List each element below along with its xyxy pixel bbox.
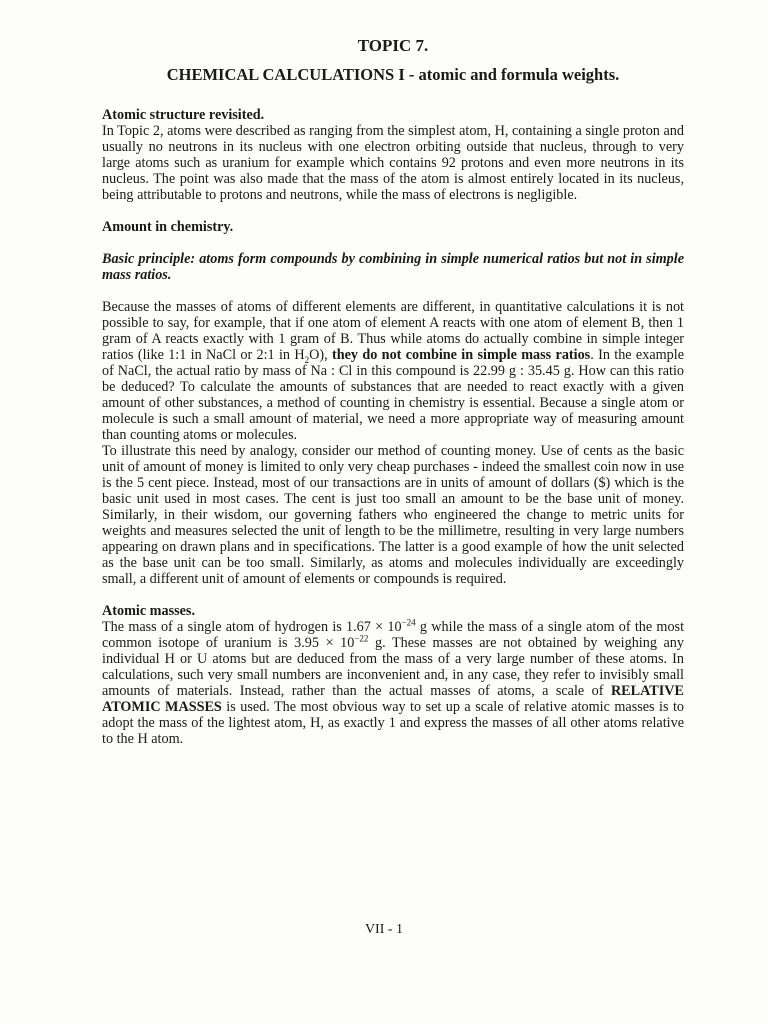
page-title: CHEMICAL CALCULATIONS I - atomic and formula weights.: [166, 65, 620, 84]
superscript: −24: [401, 617, 416, 628]
text-run: . In the example of NaCl, the actual ratio by mass of Na : Cl in this compound is 22.99 g : 35.45 g. How can this ratio be deduced? To calculate the amounts of substances that are needed to react exactly with a given amount of other substances, a method of counting in chemistry is essential. Because a single atom or molecule is such a small amount of material, we need a more appropriate way of measuring amount than counting atoms or molecules.: [102, 347, 684, 443]
subscript: 2: [304, 354, 310, 365]
superscript: −22: [354, 633, 369, 644]
paragraph-atomic-structure: In Topic 2, atoms were described as ranging from the simplest atom, H, containing a single proton and usually no neutrons in its nucleus with one electron orbiting outside that nucleus, through to very large atoms such as uranium for example which contains 92 protons and even more neutrons in its nucleus. The point was also made that the mass of the atom is almost entirely located in its nucleus, being attributable to protons and neutrons, while the mass of electrons is negligible.: [102, 123, 684, 203]
topic-number: TOPIC 7.: [357, 36, 429, 55]
basic-principle: Basic principle: atoms form compounds by combining in simple numerical ratios but not in simple mass ratios.: [102, 251, 684, 283]
bold-phrase: they do not combine in simple mass ratios: [332, 347, 591, 363]
text-run: The mass of a single atom of hydrogen is 1.67 × 10: [102, 619, 402, 635]
page-number: VII - 1: [364, 922, 404, 937]
text-run: g. These masses are not obtained by weighing any individual H or U atoms but are deduced from the mass of a very large number of these atoms. In calculations, such very small numbers are inconvenient and, in any case, they refer to invisibly small amounts of materials. Instead, rather than the actual masses of atoms, a scale of: [102, 635, 684, 699]
text-run: Because the masses of atoms of different elements are different, in quantitative calculations it is not possible to say, for example, that if one atom of element A reacts with one atom of element B, then 1 gram of A reacts exactly with 1 gram of B. Thus while atoms do actually combine in simple integer ratios (like 1:1 in NaCl or 2:1 in H: [102, 299, 684, 363]
text-run: is used. The most obvious way to set up a scale of relative atomic masses is to adopt the mass of the lightest atom, H, as exactly 1 and express the masses of all other atoms relative to the H atom.: [102, 699, 684, 747]
paragraph-money-analogy: To illustrate this need by analogy, consider our method of counting money. Use of cents as the basic unit of amount of money is limited to only very cheap purchases - indeed the smallest coin now in use is the 5 cent piece. Instead, most of our transactions are in units of amount of dollars ($) which is the basic unit used in most cases. The cent is just too small an amount to be the base unit of money. Similarly, in their wisdom, our governing fathers who engineered the change to metric units for weights and measures selected the unit of length to be the millimetre, resulting in very large numbers appearing on drawn plans and in specifications. The latter is a good example of how the unit selected as the base unit can be too small. Similarly, as atoms and molecules individually are exceedingly small, a different unit of amount of elements or compounds is required.: [102, 443, 684, 587]
bold-term: RELATIVE ATOMIC MASSES: [102, 683, 684, 715]
paragraph-atomic-masses: [102, 619, 684, 747]
section-heading-atomic-structure: Atomic structure revisited.: [102, 107, 265, 123]
paragraph-mass-ratios: [102, 299, 684, 443]
text-run: O),: [309, 347, 332, 363]
text-run: g while the mass of a single atom of the most common isotope of uranium is 3.95 × 10: [102, 619, 685, 651]
section-heading-atomic-masses: Atomic masses.: [102, 603, 195, 619]
section-heading-amount: Amount in chemistry.: [102, 219, 234, 235]
